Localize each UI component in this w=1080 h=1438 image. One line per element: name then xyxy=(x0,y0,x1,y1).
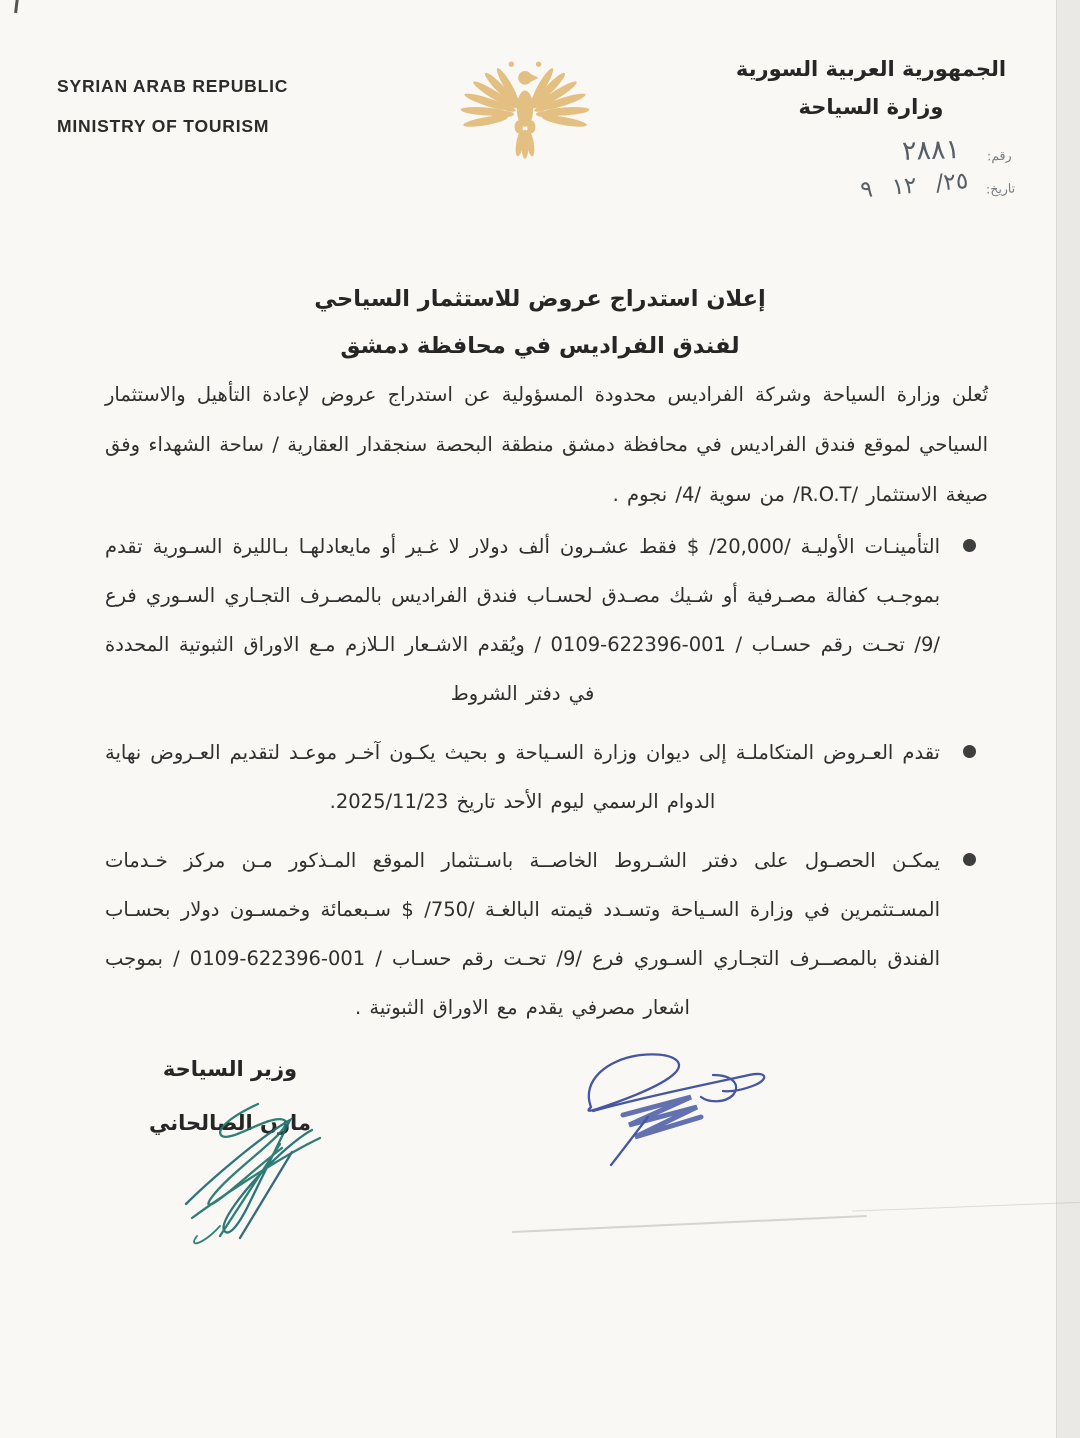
list-item xyxy=(105,728,988,826)
intro-paragraph: تُعلن وزارة السياحة وشركة الفراديس محدودة المسؤولية عن استدراج عروض لإعادة التأهيل والاستثمار السياحي لموقع فندق الفراديس في محافظة دمشق منطقة البحصة سنجقدار العقارية / ساحة الشهداء وفق صيغة الاستثمار /R.O.T/ من سوية /4/ نجوم . xyxy=(105,383,988,506)
minister-signature-ink xyxy=(162,1086,362,1251)
ref-number-handwritten: ٢٨٨١ xyxy=(901,133,961,168)
list-item xyxy=(105,836,988,1032)
letterhead-en-line1: SYRIAN ARAB REPUBLIC xyxy=(57,76,289,96)
date-label: تاريخ: xyxy=(985,180,1016,197)
scan-artifact-line xyxy=(852,1201,1080,1211)
ref-number-label: رقم: xyxy=(987,147,1013,164)
bullet-text: يمكـن الحصـول على دفتر الشـروط الخاصــة باسـتثمار الموقع المـذكور مـن مركز خـدمات المسـتثمرين في وزارة السـياحة وتسـدد قيمته البالغـة /750/ $ سـبعمائة وخمسـون دولار بحسـاب الفندق بالمصــرف التجـاري السـوري فرع /9/ تحـت رقم حسـاب / 001-622396-0109 / بموجب اشعار مصرفي يقدم مع الاوراق الثبوتية . xyxy=(105,849,940,1019)
bullet-icon xyxy=(963,853,976,866)
date-handwritten: ٢٥/ ١٢ ٩ xyxy=(859,168,970,204)
letterhead-ar-line1: الجمهورية العربية السورية xyxy=(735,57,1007,81)
scan-artifact-corner-mark xyxy=(14,0,19,13)
scan-artifact-line xyxy=(512,1215,867,1233)
letterhead-ar-line2: وزارة السياحة xyxy=(798,95,944,119)
bullet-text: التأمينـات الأوليـة /20,000/ $ فقط عشـرون ألف دولار لا غـير أو مايعادلهـا بـالليرة السـورية تقدم بموجـب كفالة مصـرفية أو شـيك مصـدق لحسـاب فندق الفراديس بالمصـرف التجـاري السـوري فرع /9/ تحـت رقم حسـاب / 001-622396-0109 / ويُقدم الاشـعار الـلازم مـع الاوراق الثبوتية المحددة في دفتر الشروط xyxy=(105,535,940,705)
golden-eagle-emblem-icon xyxy=(425,46,625,166)
signature-title: وزير السياحة xyxy=(162,1057,298,1081)
signature-name: مازن الصالحاني xyxy=(149,1111,311,1135)
list-item xyxy=(105,522,988,718)
document-title xyxy=(0,276,1080,370)
bullet-text: تقدم العـروض المتكاملـة إلى ديوان وزارة السـياحة و بحيث يكـون آخـر موعـد لتقديم العـروض نهاية الدوام الرسمي ليوم الأحد تاريخ 2025/11/23. xyxy=(105,741,940,813)
letterhead-arabic xyxy=(716,50,1026,126)
scan-artifact-edge-strip xyxy=(1056,0,1080,1438)
title-line2: لفندق الفراديس في محافظة دمشق xyxy=(340,333,740,359)
letterhead-english xyxy=(57,66,288,146)
terms-list xyxy=(105,522,988,1042)
bullet-icon xyxy=(963,745,976,758)
secondary-signature-ink xyxy=(563,1045,788,1170)
letterhead-en-line2: MINISTRY OF TOURISM xyxy=(57,116,270,136)
bullet-icon xyxy=(963,539,976,552)
title-line1: إعلان استدراج عروض للاستثمار السياحي xyxy=(314,286,766,312)
